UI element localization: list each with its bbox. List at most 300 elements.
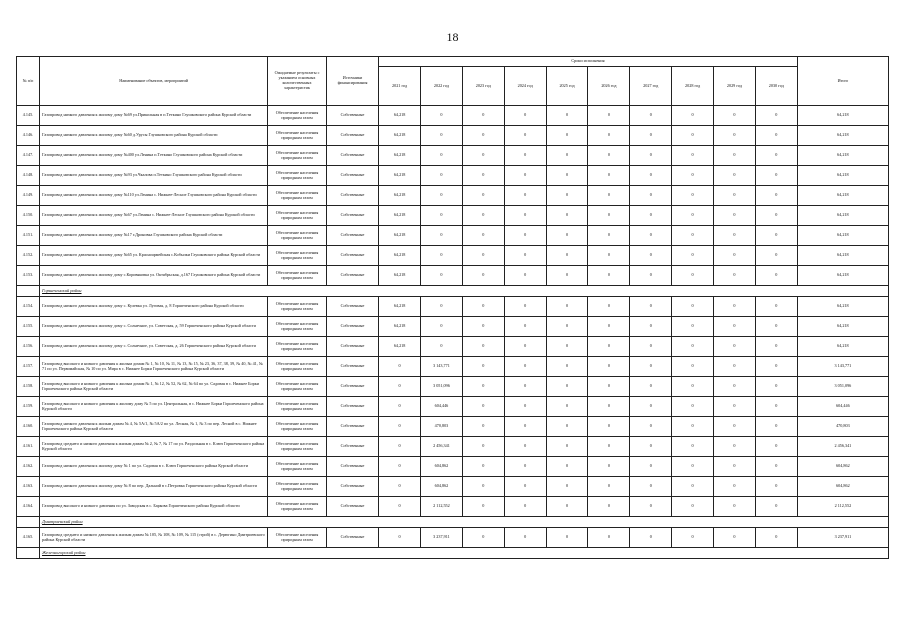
object-name: Газопровод низкого давления к жилому дому с.Коровяковка ул. Октябрьская, д.167 Глушковского района Курской области [40, 266, 268, 286]
year-value: 0 [714, 397, 756, 417]
section-row [17, 548, 889, 559]
year-value: 0 [379, 357, 421, 377]
funding-source: Собственные [326, 146, 378, 166]
year-value: 0 [546, 337, 588, 357]
header-year: 2026 год [588, 67, 630, 106]
year-value: 0 [379, 437, 421, 457]
table-row [17, 437, 889, 457]
object-name: Газопровод низкого давления к жилому дому №67 ул.Ленина с. Нижнее-Лесное Глушковского района Курской области [40, 206, 268, 226]
row-total: 64,218 [797, 146, 888, 166]
table-row [17, 106, 889, 126]
year-value: 0 [546, 317, 588, 337]
expected-result: Обеспечение населения природным газом [268, 457, 327, 477]
year-value: 0 [504, 246, 546, 266]
row-total: 64,218 [797, 297, 888, 317]
year-value: 64,218 [379, 297, 421, 317]
year-value: 0 [588, 528, 630, 548]
year-value: 0 [714, 357, 756, 377]
row-number: 4.149. [17, 186, 40, 206]
year-value: 0 [672, 417, 714, 437]
object-name: Газопровод низкого давления к жилому дому с. Солнечное, ул. Советская, д. 59 Горшеченского района Курской области [40, 317, 268, 337]
year-value: 0 [672, 126, 714, 146]
year-value: 604,862 [421, 477, 463, 497]
year-value: 0 [504, 266, 546, 286]
row-number: 4.165. [17, 528, 40, 548]
section-label: Дмитриевский район [40, 517, 889, 528]
year-value: 0 [588, 357, 630, 377]
year-value: 64,218 [379, 246, 421, 266]
year-value: 0 [630, 457, 672, 477]
year-value: 3 051,096 [421, 377, 463, 397]
year-value: 0 [714, 146, 756, 166]
year-value: 64,218 [379, 206, 421, 226]
table-row [17, 377, 889, 397]
funding-source: Собственные [326, 166, 378, 186]
year-value: 0 [462, 417, 504, 437]
year-value: 0 [379, 497, 421, 517]
row-total: 2 112,552 [797, 497, 888, 517]
section-label: Железногорский район [40, 548, 889, 559]
year-value: 0 [714, 166, 756, 186]
year-value: 0 [714, 377, 756, 397]
object-name: Газопровод низкого давления к жилому дому №93 ул.Чкалова п.Теткино Глушковского района Курской области [40, 166, 268, 186]
table-row [17, 226, 889, 246]
object-name: Газопровод высокого и низкого давления к жилым домам № 1, № 10, № 11, № 13, № 15, № 23, 36, 37, 38, 39, № 40, № 41, № 71 по ул. Первомайская, № 10 по ул. Мира в с. Нижнее Борки Горшеченского района Курской области [40, 357, 268, 377]
header-year: 2029 год [714, 67, 756, 106]
header-num: № п/п [17, 57, 40, 106]
funding-source: Собственные [326, 266, 378, 286]
expected-result: Обеспечение населения природным газом [268, 226, 327, 246]
object-name: Газопровод среднего и низкого давления к жилым домам № 2, № 7, № 17 по ул. Раздольная в с. Ключ Горшеченского района Курской области [40, 437, 268, 457]
year-value: 0 [755, 457, 797, 477]
object-name: Газопровод низкого давления к жилому дому № 8 по пер. Дальний в с.Петровка Горшеченского района Курской области [40, 477, 268, 497]
expected-result: Обеспечение населения природным газом [268, 106, 327, 126]
year-value: 0 [462, 397, 504, 417]
year-value: 0 [714, 497, 756, 517]
year-value: 0 [462, 317, 504, 337]
year-value: 0 [504, 106, 546, 126]
year-value: 0 [630, 206, 672, 226]
year-value: 0 [755, 528, 797, 548]
year-value: 0 [755, 497, 797, 517]
year-value: 0 [630, 317, 672, 337]
header-year: 2025 год [546, 67, 588, 106]
header-category: Ожидаемые результаты с указанием основных количественных характеристик [268, 57, 327, 106]
year-value: 0 [462, 477, 504, 497]
year-value: 0 [504, 126, 546, 146]
funding-source: Собственные [326, 528, 378, 548]
year-value: 0 [588, 457, 630, 477]
row-number: 4.164. [17, 497, 40, 517]
year-value: 0 [546, 106, 588, 126]
program-table [16, 56, 889, 559]
year-value: 0 [672, 317, 714, 337]
funding-source: Собственные [326, 497, 378, 517]
year-value: 0 [755, 377, 797, 397]
year-value: 0 [714, 337, 756, 357]
year-value: 0 [421, 317, 463, 337]
year-value: 0 [755, 337, 797, 357]
year-value: 0 [630, 297, 672, 317]
expected-result: Обеспечение населения природным газом [268, 497, 327, 517]
year-value: 0 [462, 528, 504, 548]
year-value: 0 [630, 266, 672, 286]
row-number: 4.161. [17, 437, 40, 457]
year-value: 0 [588, 206, 630, 226]
row-total: 64,218 [797, 186, 888, 206]
year-value: 0 [504, 186, 546, 206]
year-value: 0 [714, 317, 756, 337]
row-total: 2 456,341 [797, 437, 888, 457]
year-value: 0 [755, 317, 797, 337]
year-value: 0 [755, 417, 797, 437]
expected-result: Обеспечение населения природным газом [268, 126, 327, 146]
year-value: 0 [588, 377, 630, 397]
year-value: 0 [672, 206, 714, 226]
year-value: 0 [546, 246, 588, 266]
year-value: 0 [462, 497, 504, 517]
year-value: 0 [462, 126, 504, 146]
year-value: 0 [588, 477, 630, 497]
year-value: 0 [504, 317, 546, 337]
table-row [17, 166, 889, 186]
row-number: 4.160. [17, 417, 40, 437]
year-value: 0 [755, 186, 797, 206]
table-row [17, 528, 889, 548]
year-value: 0 [630, 146, 672, 166]
row-number: 4.162. [17, 457, 40, 477]
year-value: 0 [546, 226, 588, 246]
table-body [17, 106, 889, 559]
funding-source: Собственные [326, 377, 378, 397]
year-value: 0 [755, 126, 797, 146]
year-value: 0 [379, 528, 421, 548]
year-value: 0 [421, 166, 463, 186]
funding-source: Собственные [326, 457, 378, 477]
year-value: 0 [504, 437, 546, 457]
year-value: 0 [546, 266, 588, 286]
expected-result: Обеспечение населения природным газом [268, 437, 327, 457]
expected-result: Обеспечение населения природным газом [268, 397, 327, 417]
header-year: 2024 год [504, 67, 546, 106]
year-value: 0 [630, 226, 672, 246]
funding-source: Собственные [326, 417, 378, 437]
row-total: 64,218 [797, 266, 888, 286]
year-value: 0 [462, 186, 504, 206]
expected-result: Обеспечение населения природным газом [268, 297, 327, 317]
header-year: 2023 год [462, 67, 504, 106]
row-number: 4.155. [17, 317, 40, 337]
year-value: 0 [504, 146, 546, 166]
row-number: 4.154. [17, 297, 40, 317]
section-num-cell [17, 517, 40, 528]
expected-result: Обеспечение населения природным газом [268, 317, 327, 337]
year-value: 0 [421, 186, 463, 206]
year-value: 0 [672, 186, 714, 206]
year-value: 0 [630, 106, 672, 126]
year-value: 0 [672, 226, 714, 246]
year-value: 0 [630, 246, 672, 266]
expected-result: Обеспечение населения природным газом [268, 377, 327, 397]
row-number: 4.157. [17, 357, 40, 377]
year-value: 0 [672, 528, 714, 548]
expected-result: Обеспечение населения природным газом [268, 166, 327, 186]
row-number: 4.147. [17, 146, 40, 166]
row-number: 4.163. [17, 477, 40, 497]
year-value: 0 [672, 357, 714, 377]
expected-result: Обеспечение населения природным газом [268, 357, 327, 377]
year-value: 0 [630, 337, 672, 357]
year-value: 0 [672, 437, 714, 457]
object-name: Газопровод низкого давления к жилому дому с. Солнечное, ул. Советская, д. 26 Горшеченского района Курской области [40, 337, 268, 357]
year-value: 0 [755, 266, 797, 286]
year-value: 0 [504, 528, 546, 548]
year-value: 0 [588, 126, 630, 146]
year-value: 0 [714, 126, 756, 146]
row-number: 4.145. [17, 106, 40, 126]
year-value: 0 [755, 106, 797, 126]
object-name: Газопровод высокого и низкого давления к жилым домам № 1, № 12, № 52, № 62, № 64 по ул. Садовая в с. Нижнее Борки Горшеченского района Курской области [40, 377, 268, 397]
row-total: 64,218 [797, 206, 888, 226]
year-value: 0 [755, 357, 797, 377]
year-value: 0 [421, 106, 463, 126]
year-value: 0 [546, 146, 588, 166]
year-value: 604,862 [421, 457, 463, 477]
year-value: 0 [504, 397, 546, 417]
year-value: 0 [504, 417, 546, 437]
object-name: Газопровод низкого давления к жилому дому с. Кулевка ул. Луговая, д. 8 Горшеченского района Курской области [40, 297, 268, 317]
table-row [17, 246, 889, 266]
year-value: 0 [421, 206, 463, 226]
year-value: 0 [672, 266, 714, 286]
year-value: 0 [504, 166, 546, 186]
row-number: 4.156. [17, 337, 40, 357]
year-value: 0 [588, 266, 630, 286]
year-value: 0 [714, 417, 756, 437]
year-value: 64,218 [379, 166, 421, 186]
year-value: 0 [546, 528, 588, 548]
year-value: 0 [462, 206, 504, 226]
year-value: 64,218 [379, 226, 421, 246]
year-value: 0 [630, 377, 672, 397]
header-period-group: Сроки исполнения [379, 57, 798, 67]
table-row [17, 397, 889, 417]
expected-result: Обеспечение населения природным газом [268, 186, 327, 206]
year-value: 0 [504, 226, 546, 246]
expected-result: Обеспечение населения природным газом [268, 337, 327, 357]
year-value: 64,218 [379, 186, 421, 206]
year-value: 0 [379, 377, 421, 397]
year-value: 0 [630, 186, 672, 206]
year-value: 0 [588, 246, 630, 266]
header-year: 2030 год [755, 67, 797, 106]
table-row [17, 297, 889, 317]
year-value: 0 [588, 437, 630, 457]
row-total: 64,218 [797, 166, 888, 186]
year-value: 64,218 [379, 317, 421, 337]
year-value: 0 [379, 477, 421, 497]
row-total: 64,218 [797, 337, 888, 357]
section-num-cell [17, 548, 40, 559]
year-value: 0 [546, 437, 588, 457]
year-value: 0 [755, 397, 797, 417]
expected-result: Обеспечение населения природным газом [268, 246, 327, 266]
year-value: 3 237,911 [421, 528, 463, 548]
year-value: 0 [462, 357, 504, 377]
year-value: 0 [672, 477, 714, 497]
page-number: 18 [446, 30, 459, 44]
year-value: 0 [546, 417, 588, 437]
object-name: Газопровод низкого давления к жилому дому №65 ул. Красноармейская с.Кобылки Глушковского района Курской области [40, 246, 268, 266]
year-value: 0 [588, 397, 630, 417]
row-number: 4.152. [17, 246, 40, 266]
expected-result: Обеспечение населения природным газом [268, 146, 327, 166]
year-value: 0 [672, 457, 714, 477]
funding-source: Собственные [326, 297, 378, 317]
row-total: 604,862 [797, 477, 888, 497]
object-name: Газопровод низкого давления к жилому дому №60 д.Урусы Глушковского района Курской области [40, 126, 268, 146]
year-value: 0 [630, 166, 672, 186]
year-value: 0 [630, 397, 672, 417]
year-value: 64,218 [379, 337, 421, 357]
funding-source: Собственные [326, 477, 378, 497]
year-value: 0 [504, 457, 546, 477]
year-value: 0 [462, 266, 504, 286]
year-value: 0 [630, 477, 672, 497]
funding-source: Собственные [326, 246, 378, 266]
year-value: 0 [546, 357, 588, 377]
year-value: 0 [755, 206, 797, 226]
table-row [17, 357, 889, 377]
year-value: 0 [421, 246, 463, 266]
object-name: Газопровод низкого давления к жилому дому №69 ул.Прикольная в п.Теткино Глушковского района Курской области [40, 106, 268, 126]
year-value: 0 [462, 437, 504, 457]
header-year: 2022 год [421, 67, 463, 106]
year-value: 0 [588, 106, 630, 126]
year-value: 64,218 [379, 146, 421, 166]
year-value: 0 [755, 246, 797, 266]
year-value: 0 [504, 297, 546, 317]
funding-source: Собственные [326, 357, 378, 377]
year-value: 0 [755, 297, 797, 317]
year-value: 64,218 [379, 106, 421, 126]
year-value: 0 [421, 146, 463, 166]
year-value: 0 [546, 126, 588, 146]
table-row [17, 206, 889, 226]
year-value: 0 [588, 146, 630, 166]
year-value: 0 [504, 477, 546, 497]
year-value: 0 [421, 126, 463, 146]
funding-source: Собственные [326, 186, 378, 206]
year-value: 0 [546, 186, 588, 206]
year-value: 0 [588, 337, 630, 357]
object-name: Газопровод низкого давления к жилому дому №110 ул.Ленина с. Нижнее-Лесное Глушковского района Курской области [40, 186, 268, 206]
year-value: 0 [546, 457, 588, 477]
year-value: 0 [755, 226, 797, 246]
object-name: Газопровод низкого давления к жилым домам № 4, № 5А/1, № 5А/2 по ул. Лесная, № 1, № 3 по пер. Лесной в с. Нижнее Горшеченского района Курской области [40, 417, 268, 437]
year-value: 0 [714, 457, 756, 477]
year-value: 0 [714, 477, 756, 497]
year-value: 0 [546, 477, 588, 497]
year-value: 0 [714, 246, 756, 266]
row-total: 64,218 [797, 226, 888, 246]
section-num-cell [17, 286, 40, 297]
year-value: 0 [421, 266, 463, 286]
year-value: 3 143,771 [421, 357, 463, 377]
object-name: Газопровод низкого давления к жилому дому № 1 по ул. Садовая в с. Ключ Горшеченского района Курской области [40, 457, 268, 477]
row-total: 3 237,911 [797, 528, 888, 548]
table-row [17, 126, 889, 146]
year-value: 0 [546, 166, 588, 186]
row-number: 4.146. [17, 126, 40, 146]
year-value: 0 [672, 377, 714, 397]
row-total: 604,862 [797, 457, 888, 477]
year-value: 0 [421, 297, 463, 317]
row-total: 64,218 [797, 106, 888, 126]
funding-source: Собственные [326, 106, 378, 126]
table-row [17, 337, 889, 357]
year-value: 0 [588, 297, 630, 317]
object-name: Газопровод низкого давления к жилому дому №400 ул.Ленина п.Теткино Глушковского района Курской области [40, 146, 268, 166]
year-value: 0 [504, 206, 546, 226]
row-number: 4.158. [17, 377, 40, 397]
year-value: 0 [546, 397, 588, 417]
year-value: 0 [714, 186, 756, 206]
row-number: 4.148. [17, 166, 40, 186]
year-value: 0 [755, 437, 797, 457]
year-value: 2 456,341 [421, 437, 463, 457]
section-row [17, 517, 889, 528]
table-row [17, 186, 889, 206]
year-value: 0 [630, 357, 672, 377]
year-value: 0 [630, 497, 672, 517]
year-value: 0 [755, 146, 797, 166]
object-name: Газопровод низкого давления к жилому дому №17 г.Дроновка Глушковского района Курской области [40, 226, 268, 246]
year-value: 0 [588, 186, 630, 206]
year-value: 64,218 [379, 266, 421, 286]
year-value: 0 [462, 457, 504, 477]
row-total: 64,218 [797, 317, 888, 337]
year-value: 0 [462, 337, 504, 357]
year-value: 0 [421, 337, 463, 357]
year-value: 0 [630, 437, 672, 457]
year-value: 0 [672, 497, 714, 517]
year-value: 0 [462, 246, 504, 266]
table-row [17, 266, 889, 286]
year-value: 0 [714, 206, 756, 226]
year-value: 0 [755, 477, 797, 497]
year-value: 0 [672, 106, 714, 126]
row-number: 4.151. [17, 226, 40, 246]
funding-source: Собственные [326, 206, 378, 226]
object-name: Газопровод высокого и низкого давления по ул. Заводская в с. Баркова Горшеченского района Курской области [40, 497, 268, 517]
year-value: 0 [714, 437, 756, 457]
year-value: 0 [462, 166, 504, 186]
year-value: 0 [714, 106, 756, 126]
table-row [17, 317, 889, 337]
year-value: 0 [504, 337, 546, 357]
header-year: 2028 год [672, 67, 714, 106]
year-value: 2 112,552 [421, 497, 463, 517]
table-row [17, 477, 889, 497]
header-source: Источники финансирования [326, 57, 378, 106]
year-value: 0 [546, 377, 588, 397]
year-value: 470,803 [421, 417, 463, 437]
year-value: 0 [714, 297, 756, 317]
year-value: 0 [462, 226, 504, 246]
year-value: 0 [546, 206, 588, 226]
expected-result: Обеспечение населения природным газом [268, 417, 327, 437]
